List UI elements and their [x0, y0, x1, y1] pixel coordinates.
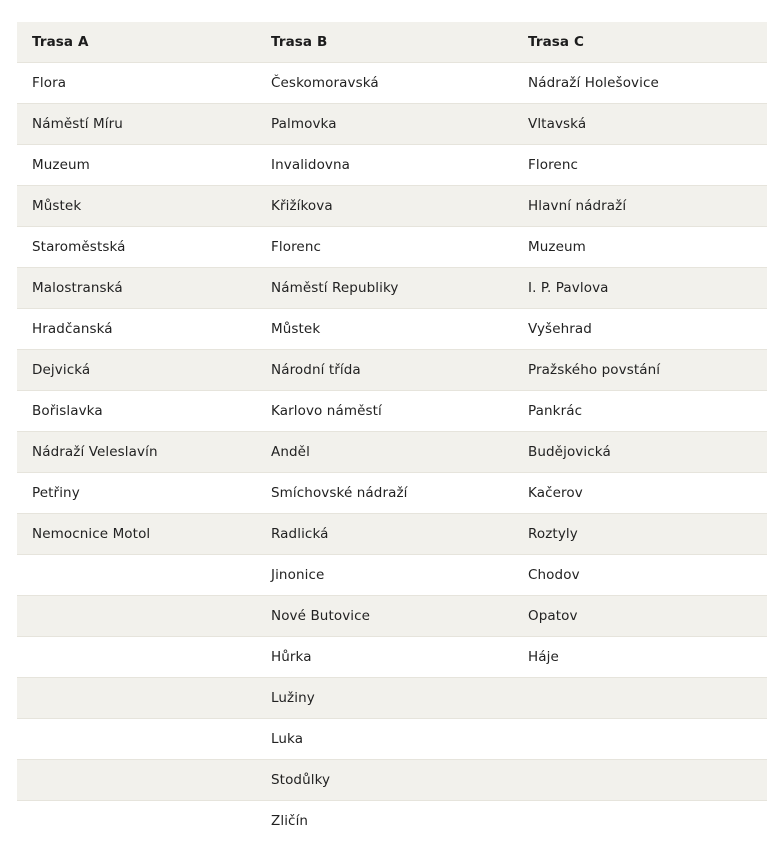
trasa-a-cell — [17, 801, 256, 842]
trasa-a-cell — [17, 555, 256, 596]
trasa-a-cell: Bořislavka — [17, 391, 256, 432]
trasa-b-cell: Anděl — [256, 432, 513, 473]
trasa-b-cell: Florenc — [256, 227, 513, 268]
trasa-a-cell — [17, 678, 256, 719]
table-row — [17, 760, 767, 801]
trasa-a-cell: Flora — [17, 63, 256, 104]
trasa-b-cell: Zličín — [271, 813, 309, 829]
table-row — [17, 719, 767, 760]
trasa-b-cell: Náměstí Republiky — [256, 268, 513, 309]
table-row — [17, 350, 767, 391]
trasa-b-cell: Smíchovské nádraží — [256, 473, 513, 514]
trasa-b-cell: Nové Butovice — [256, 596, 513, 637]
table-row — [17, 432, 767, 473]
trasa-a-cell: Petřiny — [17, 473, 256, 514]
table-row — [17, 514, 767, 555]
trasa-a-cell — [17, 760, 256, 801]
trasa-a-cell: Muzeum — [17, 145, 256, 186]
trasa-a-cell: Hradčanská — [17, 309, 256, 350]
trasa-a-cell: Nemocnice Motol — [17, 514, 256, 555]
trasa-c-cell: Kačerov — [513, 473, 767, 514]
trasa-a-cell: Nádraží Veleslavín — [17, 432, 256, 473]
trasa-c-cell: Nádraží Holešovice — [513, 63, 767, 104]
trasa-c-cell: Vltavská — [513, 104, 767, 145]
header-trasa-b: Trasa B — [256, 22, 513, 63]
table-row — [17, 63, 767, 104]
trasa-c-cell: Muzeum — [513, 227, 767, 268]
trasa-b-cell: Národní třída — [256, 350, 513, 391]
metro-lines-table-container — [17, 22, 767, 841]
trasa-b-cell: Stodůlky — [256, 760, 513, 801]
trasa-c-cell: Háje — [513, 637, 767, 678]
trasa-a-cell: Náměstí Míru — [17, 104, 256, 145]
trasa-a-cell — [17, 637, 256, 678]
trasa-b-cell: Radlická — [256, 514, 513, 555]
trasa-b-cell: Křižíkova — [256, 186, 513, 227]
trasa-b-cell: Palmovka — [256, 104, 513, 145]
trasa-c-cell: Opatov — [513, 596, 767, 637]
trasa-a-cell — [17, 596, 256, 637]
trasa-a-cell: Malostranská — [17, 268, 256, 309]
table-row — [17, 555, 767, 596]
trasa-b-cell: Jinonice — [256, 555, 513, 596]
trasa-c-cell: Chodov — [513, 555, 767, 596]
trasa-c-cell — [513, 801, 767, 842]
table-header — [17, 22, 767, 63]
header-row — [17, 22, 767, 63]
table-row — [17, 391, 767, 432]
trasa-c-cell — [513, 719, 767, 760]
trasa-c-cell: Vyšehrad — [513, 309, 767, 350]
table-row — [17, 104, 767, 145]
trasa-b-cell: Hůrka — [256, 637, 513, 678]
table-row — [17, 268, 767, 309]
table-row — [17, 186, 767, 227]
trasa-c-cell: Hlavní nádraží — [513, 186, 767, 227]
table-row — [17, 227, 767, 268]
trasa-a-cell: Můstek — [17, 186, 256, 227]
trasa-a-cell — [17, 719, 256, 760]
trasa-b-cell: Invalidovna — [256, 145, 513, 186]
table-row — [17, 473, 767, 514]
trasa-b-cell: Luka — [256, 719, 513, 760]
trasa-b-cell: Českomoravská — [256, 63, 513, 104]
trasa-c-cell: I. P. Pavlova — [513, 268, 767, 309]
trasa-c-cell: Florenc — [513, 145, 767, 186]
trasa-c-cell — [513, 760, 767, 801]
table-body — [17, 63, 767, 842]
trasa-c-cell: Pražského povstání — [513, 350, 767, 391]
table-row — [17, 145, 767, 186]
trasa-a-cell: Dejvická — [17, 350, 256, 391]
trasa-c-cell: Budějovická — [513, 432, 767, 473]
header-trasa-c: Trasa C — [513, 22, 767, 63]
header-trasa-a: Trasa A — [17, 22, 256, 63]
trasa-b-cell: Karlovo náměstí — [256, 391, 513, 432]
trasa-b-cell: Lužiny — [256, 678, 513, 719]
trasa-c-cell: Pankrác — [513, 391, 767, 432]
table-row — [17, 678, 767, 719]
trasa-a-cell: Staroměstská — [17, 227, 256, 268]
trasa-c-cell: Roztyly — [513, 514, 767, 555]
metro-lines-table — [17, 22, 767, 841]
trasa-c-cell — [513, 678, 767, 719]
table-row — [17, 309, 767, 350]
table-row — [17, 596, 767, 637]
table-row — [17, 637, 767, 678]
trasa-b-cell: Můstek — [256, 309, 513, 350]
table-row — [17, 801, 767, 842]
